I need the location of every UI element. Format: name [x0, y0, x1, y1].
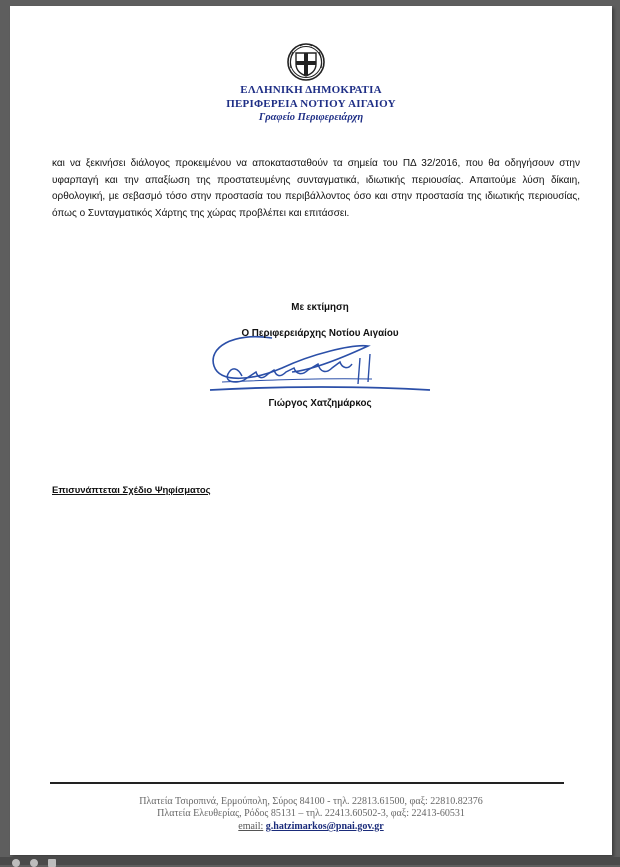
attachment-note: Επισυνάπτεται Σχέδιο Ψηφίσματος	[52, 485, 211, 496]
footer-divider	[50, 782, 564, 784]
viewer-bottom-bar	[0, 857, 620, 865]
viewer-circle-icon[interactable]	[30, 859, 38, 867]
viewer-page-icon[interactable]	[48, 859, 56, 867]
email-label: email:	[238, 821, 264, 832]
signature-name: Γιώργος Χατζημάρκος	[268, 398, 372, 409]
body-paragraph: και να ξεκινήσει διάλογος προκειμένου να αποκατασταθούν τα σημεία του ΠΔ 32/2016, που θα οδηγήσουν στην υφαρπαγή και την απαξίωση της προστατευμένης συνταγματικά, ιδιωτικής περιουσίας. Απαιτούμε λύση δίκαιη, ορθολογική, με σεβασμό τόσο στην προστασία του περιβάλλοντος όσο και στην προστασία της ιδιωτικής περιουσίας, όπως ο Συνταγματικός Χάρτης της χώρας προβλέπει και επιτάσσει.	[52, 158, 580, 219]
email-link[interactable]: g.hatzimarkos@pnai.gov.gr	[265, 821, 384, 832]
coat-of-arms-icon	[286, 40, 326, 84]
header-country: ΕΛΛΗΝΙΚΗ ΔΗΜΟΚΡΑΤΙΑ	[240, 84, 382, 96]
signature-title: Ο Περιφερειάρχης Νοτίου Αιγαίου	[241, 328, 399, 339]
viewer-circle-icon[interactable]	[12, 859, 20, 867]
footer-address-syros: Πλατεία Τσιροπινά, Ερμούπολη, Σύρος 84100 - τηλ. 22813.61500, φαξ: 22810.82376	[139, 796, 483, 807]
footer-email-line	[10, 821, 612, 832]
header-region: ΠΕΡΙΦΕΡΕΙΑ ΝΟΤΙΟΥ ΑΙΓΑΙΟΥ	[226, 98, 396, 110]
header-office: Γραφείο Περιφερειάρχη	[258, 112, 364, 123]
document-page	[10, 6, 612, 855]
footer-address-rhodes: Πλατεία Ελευθερίας, Ρόδος 85131 – τηλ. 22413.60502-3, φαξ: 22413-60531	[157, 808, 465, 819]
signature-greeting: Με εκτίμηση	[291, 302, 349, 313]
